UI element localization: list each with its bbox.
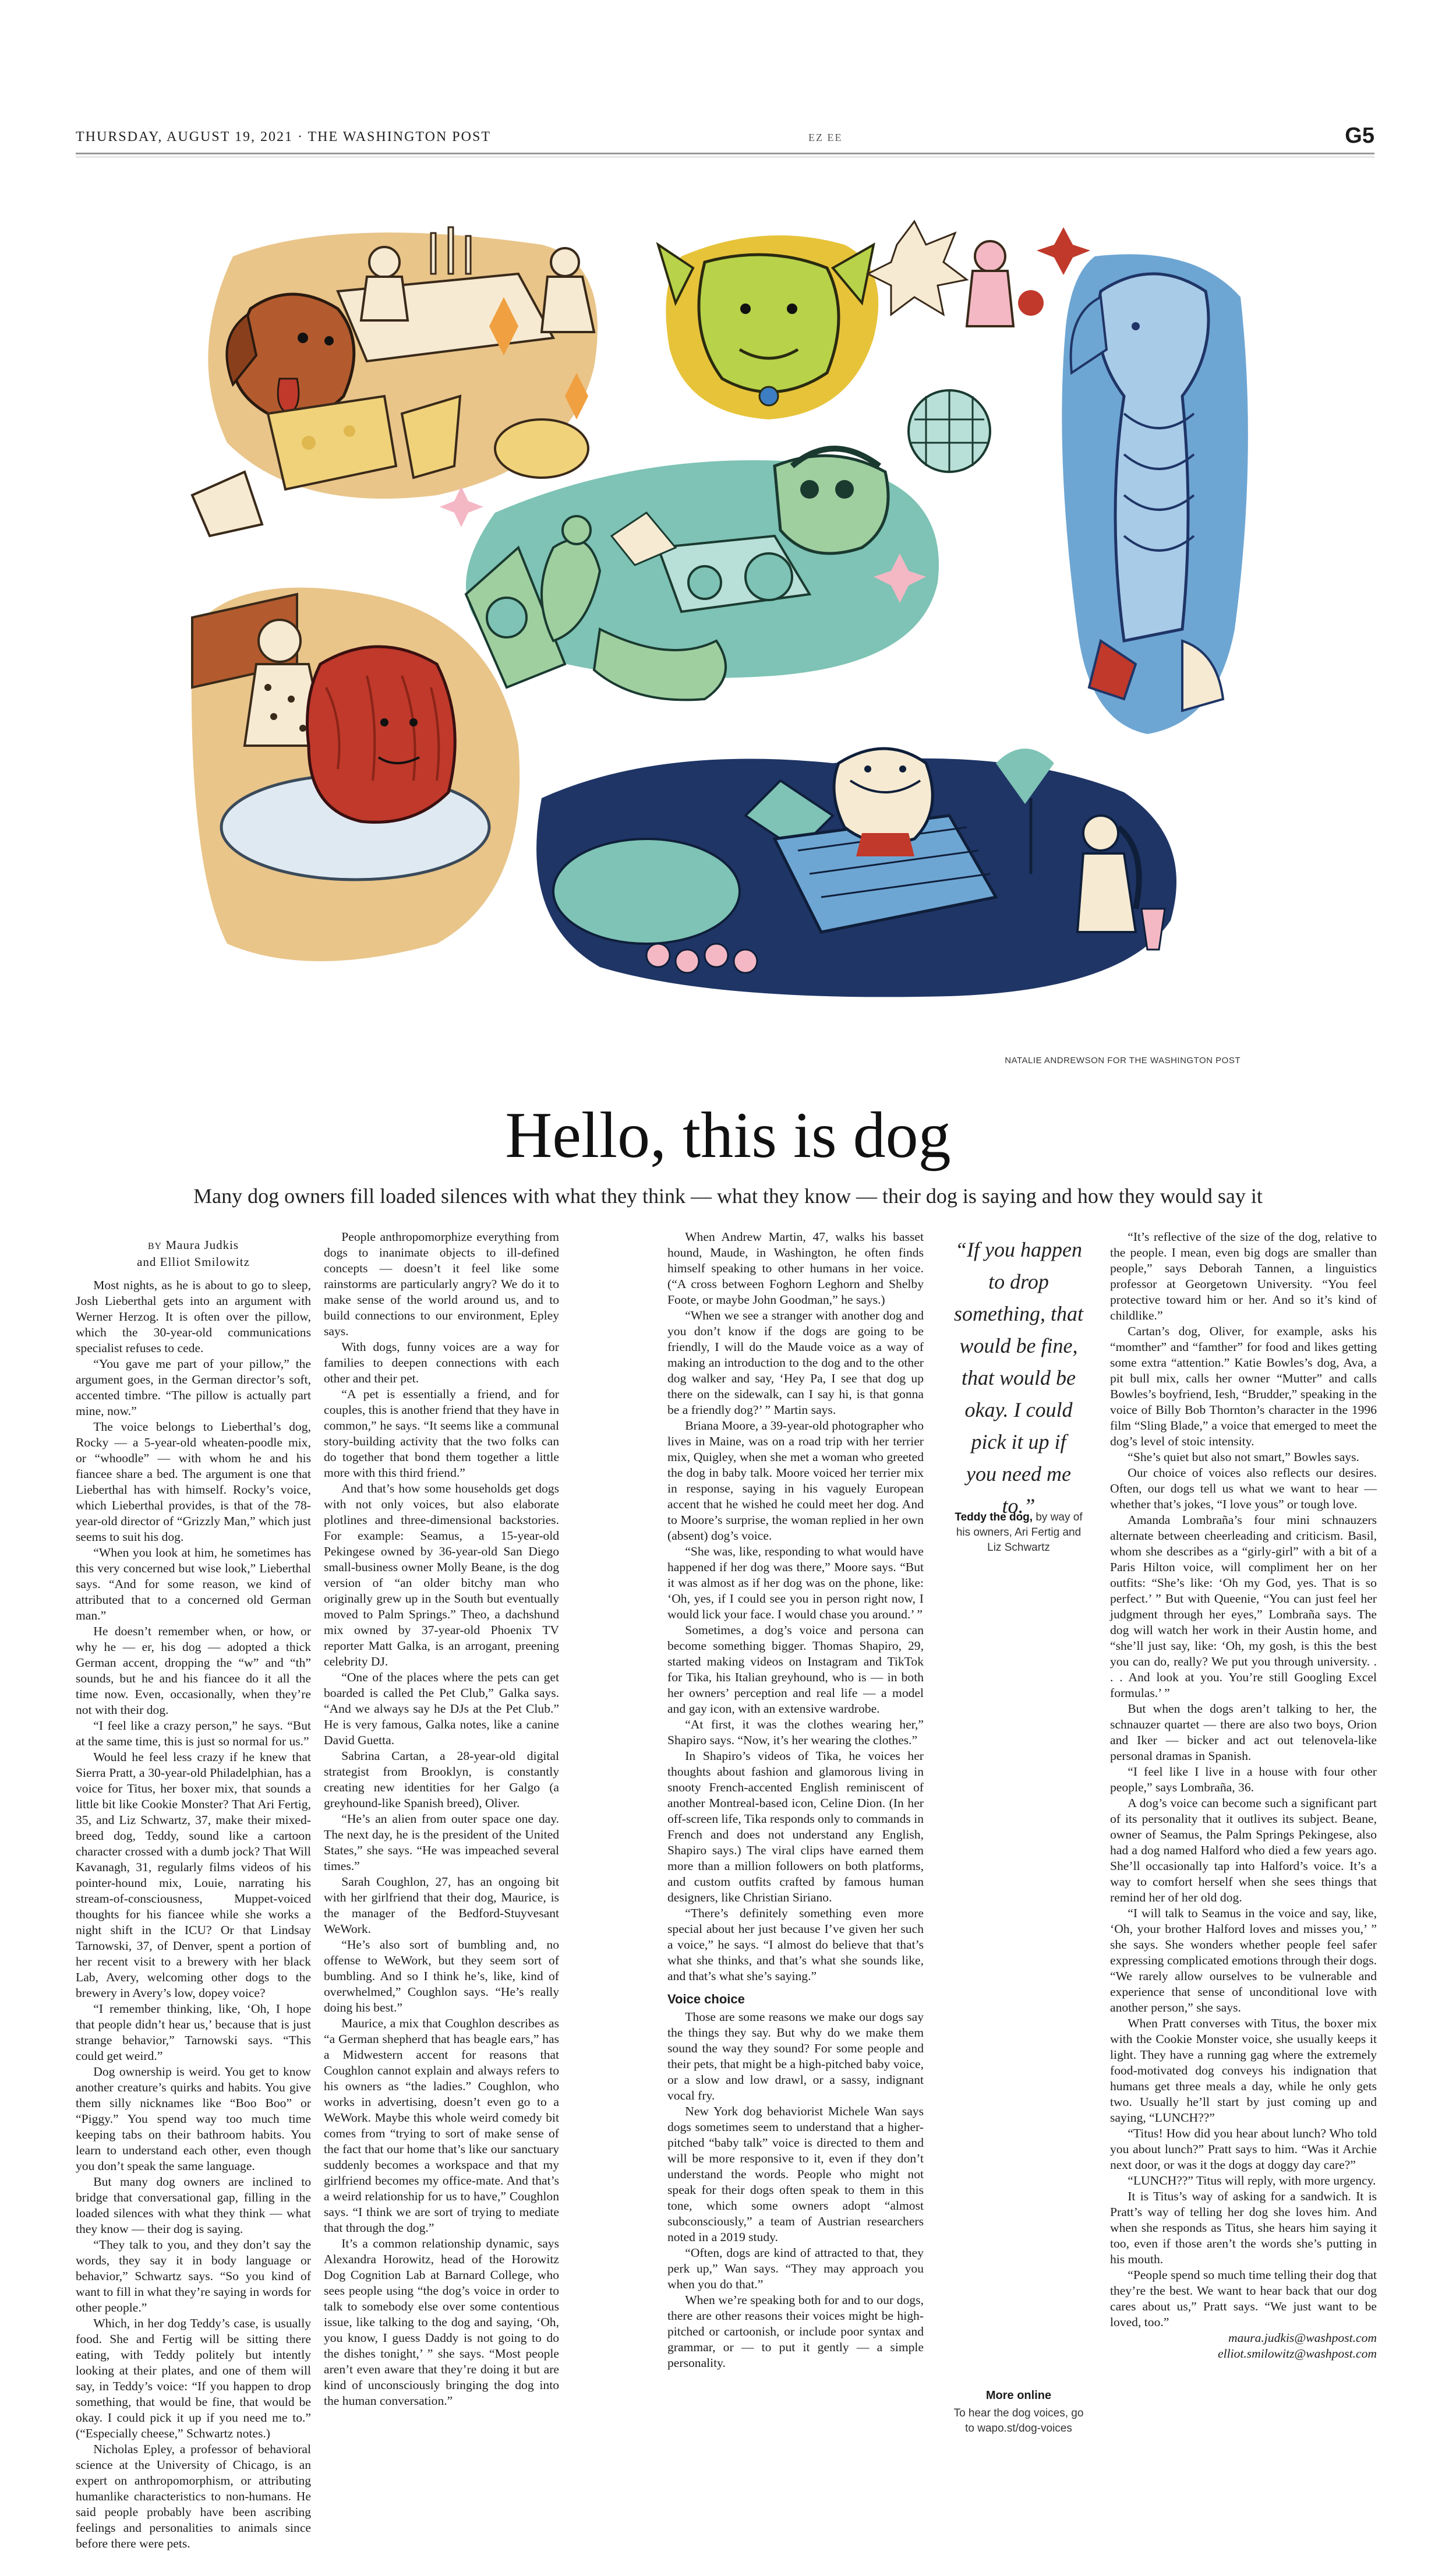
paragraph: “People spend so much time telling their dog that they’re the best. We want to hear back that our dog cares about us,” Pratt says. “We just want to be loved, too.” (1110, 2268, 1377, 2329)
more-online-title: More online (985, 2389, 1052, 2402)
paragraph: “One of the places where the pets can get boarded is called the Pet Club,” Galka says. “And we always say he DJs at the Pet Club.” He is very famous, Galka notes, like a canine David Guetta. (324, 1670, 559, 1747)
article-column-1 (76, 1229, 311, 2550)
paragraph: “He’s also sort of bumbling and, no offense to WeWork, but they seem sort of bumbling. And so I think he’s, like, kind of overwhelmed,” Coughlon says. “He’s really doing his best.” (324, 1938, 559, 2014)
paragraph: Sometimes, a dog’s voice and persona can become something bigger. Thomas Shapiro, 29, started making videos on Instagram and TikTok for Tika, his Italian greyhound, who is — in both her owners’ perception and real life — a model and gay icon, with an extensive wardrobe. (667, 1623, 924, 1716)
paragraph: Sarah Coughlon, 27, has an ongoing bit with her girlfriend that their dog, Maurice, is the manager of the Bedford-Stuyvesant WeWork. (324, 1875, 559, 1936)
headline: Hello, this is dog (505, 1099, 951, 1172)
paragraph: In Shapiro’s videos of Tika, he voices her thoughts about fashion and glamorous living in snooty French-accented English reminiscent of another Montreal-based icon, Celine Dion. (In her off-screen life, Tika responds only to commands in French and does not understand any English, Shapiro says.) The viral clips have earned them more than a million followers on both platforms, and custom outfits crafted by famous human designers, like Christian Siriano. (667, 1749, 924, 1904)
paragraph: “When we see a stranger with another dog and you don’t know if the dogs are going to be friendly, I will do the Maude voice as a way of making an introduction to the dog and to the other dog walker and say, ‘Hey Pa, I see that dog up there on the sidewalk, can I say hi, is that gonna be a friendly dog?’ ” Martin says. (667, 1308, 924, 1417)
pull-quote: “If you happen to drop something, that would be fine, that would be okay. I could pick it up if you need me to.” (954, 1238, 1083, 1518)
paragraph: Nicholas Epley, a professor of behavioral science at the University of Chicago, is an expert on anthropomorphism, or attributing humanlike characteristics to non-humans. He said people probably have been ascribing feelings and personalities to animals since before there were pets. (76, 2442, 311, 2550)
paragraph: “At first, it was the clothes wearing her,” Shapiro says. “Now, it’s her wearing the clothes.” (667, 1717, 924, 1747)
dog-illustration (192, 221, 1258, 1049)
paragraph: When Andrew Martin, 47, walks his basset hound, Maude, in Washington, he often finds himself speaking to other humans in her voice. (“A cross between Foghorn Leghorn and Shelby Foote, or maybe John Goodman,” he says.) (667, 1230, 924, 1307)
byline-author-2: Elliot Smilowitz (160, 1255, 250, 1269)
paragraph: “When you look at him, he sometimes has this very concerned but wise look,” Lieberthal says. “And for some reason, we kind of attributed that to a concerned old German man.” (76, 1546, 311, 1622)
paragraph: But when the dogs aren’t talking to her, the schnauzer quartet — there are also two boys, Orion and Iker — bicker and act out telenovela-like personal dramas in Spanish. (1110, 1702, 1377, 1763)
paragraph: Briana Moore, a 39-year-old photographer who lives in Maine, was on a road trip with her terrier mix, Quigley, when she met a woman who greeted the dog in baby talk. Moore voiced her terrier mix in response, saying in his vaguely European accent that he wished he could meet her dog. And to Moore’s surprise, the woman replied in her own (absent) dog’s voice. (667, 1419, 924, 1543)
paragraph: “There’s definitely something even more special about her just because I’ve given her such a voice,” he says. “I almost do believe that that’s what she thinks, and that’s what she sounds like, and that’s what she’s saying.” (667, 1906, 924, 1983)
subhead-voice-choice: Voice choice (667, 1992, 745, 2006)
page-number: G5 (1345, 124, 1374, 148)
pool (553, 839, 740, 944)
edition-marks: EZ EE (808, 132, 843, 143)
paragraph: Amanda Lombraña’s four mini schnauzers alternate between cheerleading and criticism. Basil, whom she describes as a “girly-girl” with a bit of a Paris Hilton voice, will compliment her on her outfits: “She’s like: ‘Oh my God, yes. That is so perfect.’ ” But with Queenie, “You can just feel her judgment through her eyes,” Lombraña says. The dog will watch her work in their Austin home, and “she’ll just say, like: ‘Oh, my gosh, is this the best you can do, really? We put you through university. . . . And look at you. You’re still Googling Excel formulas.’ ” (1110, 1513, 1377, 1700)
paragraph: Our choice of voices also reflects our desires. Often, our dogs tell us what we want to hear — whether that’s jokes, “I love yous” or tough love. (1110, 1466, 1377, 1511)
header-rule (76, 153, 1374, 157)
paragraph: When we’re speaking both for and to our dogs, there are other reasons their voices might be high-pitched or cartoonish, or include poor syntax and grammar, or — to put it gently — a simple personality. (667, 2293, 924, 2370)
pull-quote-attribution-rest: by way of his owners, Ari Fertig and Liz Schwartz (956, 1511, 1083, 1554)
paragraph: It’s a common relationship dynamic, says Alexandra Horowitz, head of the Horowitz Dog Cognition Lab at Barnard College, who sees people using “the dog’s voice in order to talk to somebody else over some contentious issue, like talking to the dog and saying, ‘Oh, you know, I guess Daddy is not going to do the dishes tonight,’ ” she says. “Most people aren’t even aware that they’re doing it but are kind of unconsciously bringing the dog into the human conversation.” (324, 2236, 559, 2408)
byline-by: BY (147, 1241, 162, 1251)
dj-dog (775, 456, 888, 553)
paragraph: “I remember thinking, like, ‘Oh, I hope that people didn’t hear us,’ because that is just strange behavior,” Tarnowski says. “This could get weird.” (76, 2002, 311, 2063)
pool-dog (834, 749, 932, 843)
byline-and: and (137, 1255, 157, 1269)
article-column-4 (1110, 1229, 1377, 2511)
yellow-dog (699, 255, 839, 392)
pull-quote-attribution-name: Teddy the dog, (955, 1511, 1033, 1523)
paragraph: A dog’s voice can become such a significant part of its personality that it outlives its subject. Beane, owner of Seamus, the Palm Springs Pekingese, also had a dog named Halford who died a few years ago. She’ll occasionally tap into Halford’s voice. It’s a way to comfort herself when she sees things that remind her of her old dog. (1110, 1796, 1377, 1904)
paragraph: “Titus! How did you hear about lunch? Who told you about lunch?” Pratt says to him. “Was it Archie next door, or was it the dogs at doggy day care?” (1110, 2126, 1377, 2172)
paragraph: “A pet is essentially a friend, and for couples, this is another friend that they have in common,” he says. “It seems like a communal story-building activity that the two folks can do together that bond them together a little more with this third friend.” (324, 1387, 559, 1480)
paragraph: “They talk to you, and they don’t say the words, they say it in body language or behavior,” Schwartz says. “So you kind of want to fill in what they’re saying in words for other people.” (76, 2238, 311, 2315)
paragraph: New York dog behaviorist Michele Wan says dogs sometimes seem to understand that a higher-pitched “baby talk” voice is directed to them and will be more responsive to it, even if they don’t understand the words. People who might not speak for their dogs often speak to them in this tone, which some owners adopt “almost subconsciously,” a team of Austrian researchers noted in a 2019 study. (667, 2104, 924, 2244)
paragraph: Those are some reasons we make our dogs say the things they say. But why do we make them sound the way they sound? For some people and their pets, that might be a high-pitched baby voice, or a slow and low drawl, or a sassy, indignant vocal fry. (667, 2010, 924, 2102)
paragraph: He doesn’t remember when, or how, or why he — er, his dog — adopted a thick German accent, dropping the “w” and “th” sounds, but he and his fiancee do it all the time now. Even, occasionally, when they’re not with their dog. (76, 1624, 311, 1717)
paragraph: Sabrina Cartan, a 28-year-old digital strategist from Brooklyn, is constantly creating new identities for her Galgo (a greyhound-like Spanish breed), Oliver. (324, 1749, 559, 1810)
paragraph: “LUNCH??” Titus will reply, with more urgency. (1128, 2174, 1376, 2188)
more-online-body: To hear the dog voices, go to wapo.st/dog-voices (953, 2407, 1084, 2435)
pull-quote-attribution (953, 1510, 1084, 1555)
paragraph: “It’s reflective of the size of the dog, relative to the people. I mean, even big dogs are smaller than people,” says Deborah Tannen, a linguistics professor at Georgetown University. “You feel protective toward him or her. And so it’s kind of childlike.” (1110, 1230, 1377, 1322)
paragraph: “She was, like, responding to what would have happened if her dog was there,” Moore says. “But it was almost as if her dog was on the phone, like: ‘Oh, yes, if I could see you in person right now, I would lick your face. I would chase you around.’ ” (667, 1544, 924, 1621)
paragraph: Which, in her dog Teddy’s case, is usually food. She and Fertig will be sitting there eating, with Teddy politely but intently looking at their plates, and one of them will say, in Teddy’s voice: “If you happen to drop something, that would be fine, that would be okay. I could pick it up if you need me to.” (“Especially cheese,” Schwartz notes.) (76, 2316, 311, 2440)
paragraph: And that’s how some households get dogs with not only voices, but also elaborate plotlines and three-dimensional backstories. For example: Seamus, a 15-year-old Pekingese owned by 36-year-old San Diego small-business owner Molly Beane, is the dog version of “an older bitchy man who originally grew up in the South but eventually moved to Palm Springs.” Theo, a dachshund mix owned by 37-year-old Phoenix TV reporter Matt Galka, is an arrogant, preening celebrity DJ. (324, 1481, 559, 1668)
paragraph: Most nights, as he is about to go to sleep, Josh Lieberthal gets into an argument with Werner Herzog. It is often over the pillow, which the 30-year-old communications specialist refuses to cede. (76, 1278, 311, 1355)
paragraph: “You gave me part of your pillow,” the argument goes, in the German director’s soft, accented timbre. “The pillow is actually part mine, now.” (76, 1357, 311, 1418)
paragraph: Maurice, a mix that Coughlon describes as “a German shepherd that has beagle ears,” has a Midwestern accent for reasons that Coughlon cannot explain and always refers to his owners as “the ladies.” Coughlon, who works in advertising, doesn’t even go to a WeWork. Maybe this whole weird comedy bit comes from “trying to sort of make sense of the fact that our home that’s like our sanctuary suddenly becomes a workspace and that my girlfriend becomes my office-mate. And that’s a weird relationship for us to have,” Coughlon says. “I think we are sort of trying to mediate that through the dog.” (324, 2016, 559, 2235)
article-column-3 (667, 1229, 924, 2511)
date-line: THURSDAY, AUGUST 19, 2021 · THE WASHINGTON POST (76, 129, 491, 144)
paragraph: When Pratt converses with Titus, the boxer mix with the Cookie Monster voice, she usually keeps it light. They have a running gag where the extremely food-motivated dog conveys his indignation that humans get three meals a day, while he only gets two. Usually he’ll start by just coming up and saying, “LUNCH??” (1110, 2016, 1377, 2125)
paragraph: Cartan’s dog, Oliver, for example, asks his “momther” and “famther” for food and likes getting some extra “attention.” Katie Bowles’s dog, Ava, a pit bull mix, calls her owner “Mutter” and calls Bowles’s boyfriend, Iesh, “Brudder,” speaking in the voice of Billy Bob Thornton’s character in the 1996 film “Sling Blade,” a voice that emerged to meet the dog’s level of stoic intensity. (1110, 1324, 1377, 1448)
paragraph: “Often, dogs are kind of attracted to that, they perk up,” Wan says. “They may approach you when you do that.” (667, 2246, 924, 2291)
paragraph: But many dog owners are inclined to bridge that conversational gap, filling in the loaded silences with what they think — what they know — their dog is saying. (76, 2175, 311, 2236)
paragraph: “He’s an alien from outer space one day. The next day, he is the president of the United States,” she says. “He was impeached several times.” (324, 1812, 559, 1873)
paragraph: “I feel like I live in a house with four other people,” says Lombraña, 36. (1110, 1765, 1377, 1794)
paragraph: It is Titus’s way of asking for a sandwich. It is Pratt’s way of telling her dog she loves him. And when she responds as Titus, she hears him saying it too, even if those aren’t the words she’s putting in his mouth. (1110, 2189, 1377, 2266)
deck: Many dog owners fill loaded silences with what they think — what they know — their dog is saying and how they would say it (193, 1184, 1263, 1208)
paragraph: The voice belongs to Lieberthal’s dog, Rocky — a 5-year-old wheaten-poodle mix, or “whoodle” — with whom he and his fiancee share a bed. The argument is one that Lieberthal has with himself. Rocky’s voice, which Lieberthal provides, is that of the 78-year-old director of “Grizzly Man,” which just seems to suit his dog. (76, 1420, 311, 1544)
paragraph: “I feel like a crazy person,” he says. “But at the same time, this is just so normal for us.” (76, 1719, 311, 1748)
author-email-2: elliot.smilowitz@washpost.com (1217, 2347, 1377, 2361)
author-email-1: maura.judkis@washpost.com (1228, 2331, 1377, 2345)
red-dog (308, 647, 455, 822)
paragraph: With dogs, funny voices are a way for families to deepen connections with each other and their pet. (324, 1340, 559, 1385)
paragraph: Dog ownership is weird. You get to know another creature’s quirks and habits. You give them silly nicknames like “Boo Boo” or “Piggy.” You spend way too much time keeping tabs on their bathroom habits. You learn to understand each other, even though you don’t speak the same language. (76, 2065, 311, 2173)
paragraph: People anthropomorphize everything from dogs to inanimate objects to ill-defined concepts — doesn’t it feel like some rainstorms are particularly angry? We do it to make sense of the world around us, and to build connections to our environment, Epley says. (324, 1230, 559, 1338)
paragraph: “I will talk to Seamus in the voice and say, like, ‘Oh, your brother Halford loves and misses you,’ ” she says. She wonders whether people feel safer expressing complicated emotions through their dogs. “We rarely allow ourselves to be vulnerable and experience that sense of unconditional love with another person,” she says. (1110, 1906, 1377, 2014)
photo-credit: NATALIE ANDREWSON FOR THE WASHINGTON POST (1005, 1056, 1241, 1066)
byline-author-1: Maura Judkis (165, 1238, 239, 1252)
paragraph: Would he feel less crazy if he knew that Sierra Pratt, a 30-year-old Philadelphian, has a voice for Titus, her boxer mix, that sounds a little bit like Cookie Monster? That Ari Fertig, 35, and Liz Schwartz, 37, make their mixed-breed dog, Teddy, sound like a cartoon character crossed with a dumb jock? That Will Kavanagh, 31, regularly films videos of his pointer-hound mix, Louie, narrating his stream-of-consciousness, Muppet-voiced thoughts for his fiancee while she works a night shift in the ICU? Or that Lindsay Tarnowski, 37, of Denver, spent a portion of her recent visit to a brewery with her black Lab, Avery, welcoming other dogs to the brewery in Avery’s low, dopey voice? (76, 1750, 311, 2000)
article-column-2 (324, 1229, 559, 2511)
paragraph: “She’s quiet but also not smart,” Bowles says. (1128, 1450, 1359, 1464)
byline (76, 1237, 311, 1269)
